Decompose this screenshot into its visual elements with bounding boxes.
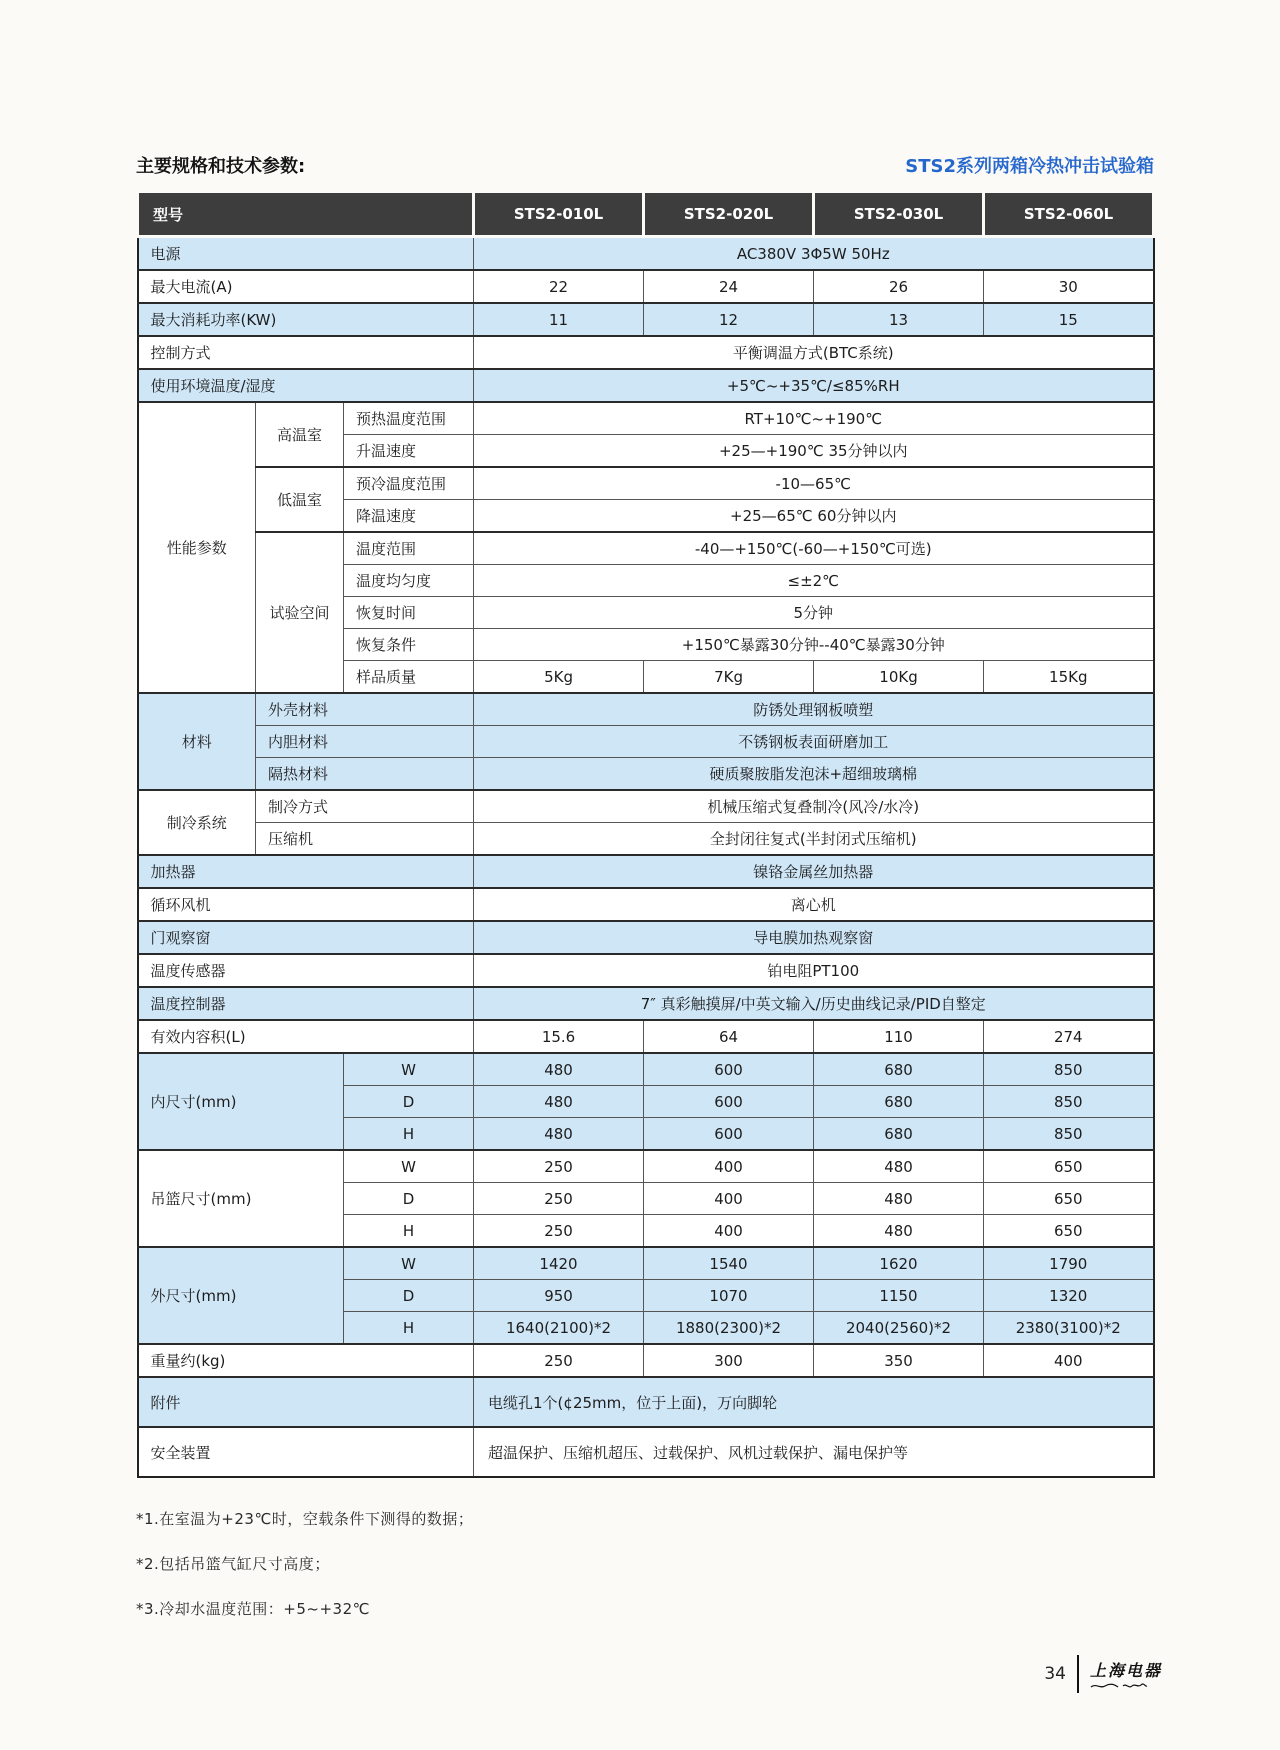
cell-value: 600: [644, 1118, 814, 1151]
series-title: STS2系列两箱冷热冲击试验箱: [905, 156, 1154, 177]
row-label: 加热器: [138, 855, 474, 888]
col-header-sts2-010l: STS2-010L: [474, 192, 644, 237]
cell-value: 26: [814, 270, 984, 303]
row-material-shell: [138, 693, 1154, 726]
cell-value: 250: [474, 1150, 644, 1183]
subgroup-label-high-temp: 高温室: [256, 402, 344, 467]
cell-value: 离心机: [474, 888, 1154, 921]
row-heater: [138, 855, 1154, 888]
row-material-liner: [138, 726, 1154, 758]
cell-value: 5Kg: [474, 661, 644, 694]
cell-value: 650: [984, 1150, 1154, 1183]
row-label: 温度传感器: [138, 954, 474, 987]
subgroup-label-test-space: 试验空间: [256, 532, 344, 693]
row-sensor: [138, 954, 1154, 987]
cell-value: 超温保护、压缩机超压、过载保护、风机过载保护、漏电保护等: [474, 1427, 1154, 1477]
sub-label: 温度范围: [344, 532, 474, 565]
cell-value: 300: [644, 1344, 814, 1377]
cell-value: 680: [814, 1086, 984, 1118]
row-accessories: [138, 1377, 1154, 1427]
sub-label: 温度均匀度: [344, 565, 474, 597]
row-header: [138, 192, 1154, 237]
group-label-outer-size: 外尺寸(mm): [138, 1247, 344, 1344]
footnote-1: *1.在室温为+23℃时，空载条件下测得的数据；: [136, 1510, 474, 1528]
sub-label: 内胆材料: [256, 726, 474, 758]
cell-value: 12: [644, 303, 814, 336]
group-label-basket-size: 吊篮尺寸(mm): [138, 1150, 344, 1247]
cell-value: 1620: [814, 1247, 984, 1280]
section-title: 主要规格和技术参数:: [136, 156, 306, 177]
sub-label: 制冷方式: [256, 790, 474, 823]
cell-value: 600: [644, 1053, 814, 1086]
sub-label: 外壳材料: [256, 693, 474, 726]
cell-value: 274: [984, 1020, 1154, 1053]
cell-value: 7Kg: [644, 661, 814, 694]
cell-value: 2040(2560)*2: [814, 1312, 984, 1345]
dim-label: H: [344, 1215, 474, 1248]
cell-value: 1540: [644, 1247, 814, 1280]
cell-value: 400: [644, 1215, 814, 1248]
cell-value: 480: [474, 1118, 644, 1151]
cell-value: 15Kg: [984, 661, 1154, 694]
cell-value: AC380V 3Φ5W 50Hz: [474, 237, 1154, 271]
cell-value: 平衡调温方式(BTC系统): [474, 336, 1154, 369]
cell-value: 850: [984, 1086, 1154, 1118]
row-label: 有效内容积(L): [138, 1020, 474, 1053]
cell-value: 全封闭往复式(半封闭式压缩机): [474, 823, 1154, 856]
group-label-performance: 性能参数: [138, 402, 256, 693]
row-label: 使用环境温度/湿度: [138, 369, 474, 402]
page-content: [136, 152, 1154, 1643]
row-controller: [138, 987, 1154, 1020]
cell-value: 1070: [644, 1280, 814, 1312]
cell-value: 250: [474, 1215, 644, 1248]
cell-value: 400: [644, 1183, 814, 1215]
row-label: 重量约(kg): [138, 1344, 474, 1377]
footnote-2: *2.包括吊篮气缸尺寸高度；: [136, 1555, 330, 1573]
cell-value: 950: [474, 1280, 644, 1312]
cell-value: 11: [474, 303, 644, 336]
cell-value: 680: [814, 1118, 984, 1151]
row-perf-preheat-range: [138, 402, 1154, 435]
cell-value: 15.6: [474, 1020, 644, 1053]
dim-label: W: [344, 1247, 474, 1280]
row-label: 附件: [138, 1377, 474, 1427]
group-label-inner-size: 内尺寸(mm): [138, 1053, 344, 1150]
cell-value: 480: [474, 1053, 644, 1086]
cell-value: 24: [644, 270, 814, 303]
spec-table: [136, 190, 1155, 1478]
col-header-sts2-020l: STS2-020L: [644, 192, 814, 237]
dim-label: D: [344, 1183, 474, 1215]
cell-value: 400: [644, 1150, 814, 1183]
row-max-current: [138, 270, 1154, 303]
row-label: 控制方式: [138, 336, 474, 369]
row-label: 循环风机: [138, 888, 474, 921]
cell-value: 不锈钢板表面研磨加工: [474, 726, 1154, 758]
row-safety: [138, 1427, 1154, 1477]
title-bar: [136, 152, 1154, 178]
row-refrigeration-mode: [138, 790, 1154, 823]
row-perf-precool-range: [138, 467, 1154, 500]
cell-value: 250: [474, 1344, 644, 1377]
row-label: 最大消耗功率(KW): [138, 303, 474, 336]
cell-value: 480: [474, 1086, 644, 1118]
cell-value: 1420: [474, 1247, 644, 1280]
cell-value: 600: [644, 1086, 814, 1118]
cell-value: 480: [814, 1215, 984, 1248]
cell-value: 400: [984, 1344, 1154, 1377]
cell-value: ≤±2℃: [474, 565, 1154, 597]
dim-label: H: [344, 1118, 474, 1151]
cell-value: 850: [984, 1118, 1154, 1151]
brand-logo: [1090, 1658, 1162, 1690]
dim-label: W: [344, 1053, 474, 1086]
cell-value: 13: [814, 303, 984, 336]
cell-value: 15: [984, 303, 1154, 336]
cell-value: 22: [474, 270, 644, 303]
sub-label: 隔热材料: [256, 758, 474, 791]
sub-label: 恢复条件: [344, 629, 474, 661]
cell-value: 1880(2300)*2: [644, 1312, 814, 1345]
page-number: 34: [1044, 1664, 1066, 1684]
cell-value: 1640(2100)*2: [474, 1312, 644, 1345]
cell-value: 导电膜加热观察窗: [474, 921, 1154, 954]
sub-label: 压缩机: [256, 823, 474, 856]
cell-value: -10—65℃: [474, 467, 1154, 500]
group-label-refrigeration: 制冷系统: [138, 790, 256, 855]
cell-value: +150℃暴露30分钟--40℃暴露30分钟: [474, 629, 1154, 661]
dim-label: H: [344, 1312, 474, 1345]
sub-label: 降温速度: [344, 500, 474, 533]
cell-value: 250: [474, 1183, 644, 1215]
cell-value: 64: [644, 1020, 814, 1053]
row-label: 安全装置: [138, 1427, 474, 1477]
cell-value: RT+10℃~+190℃: [474, 402, 1154, 435]
cell-value: +25—65℃ 60分钟以内: [474, 500, 1154, 533]
col-header-model: 型号: [138, 192, 474, 237]
sub-label: 升温速度: [344, 435, 474, 468]
row-weight: [138, 1344, 1154, 1377]
cell-value: 5分钟: [474, 597, 1154, 629]
row-power: [138, 237, 1154, 271]
brand-name: 上海电器: [1089, 1661, 1162, 1680]
cell-value: 110: [814, 1020, 984, 1053]
footer-divider: [1077, 1655, 1079, 1693]
sub-label: 样品质量: [344, 661, 474, 694]
row-control: [138, 336, 1154, 369]
row-basket-w: [138, 1150, 1154, 1183]
row-volume: [138, 1020, 1154, 1053]
cell-value: 1320: [984, 1280, 1154, 1312]
cell-value: 680: [814, 1053, 984, 1086]
row-fan: [138, 888, 1154, 921]
footnotes: [136, 1508, 1154, 1619]
cell-value: 铂电阻PT100: [474, 954, 1154, 987]
row-compressor: [138, 823, 1154, 856]
cell-value: 350: [814, 1344, 984, 1377]
cell-value: 1790: [984, 1247, 1154, 1280]
row-outer-w: [138, 1247, 1154, 1280]
cell-value: 7″ 真彩触摸屏/中英文输入/历史曲线记录/PID自整定: [474, 987, 1154, 1020]
row-inner-w: [138, 1053, 1154, 1086]
group-label-material: 材料: [138, 693, 256, 790]
dim-label: W: [344, 1150, 474, 1183]
cell-value: 电缆孔1个(¢25mm，位于上面)，万向脚轮: [474, 1377, 1154, 1427]
brand-signature-squiggle: [1090, 1682, 1148, 1690]
cell-value: 镍铬金属丝加热器: [474, 855, 1154, 888]
cell-value: 480: [814, 1150, 984, 1183]
row-label: 最大电流(A): [138, 270, 474, 303]
cell-value: 1150: [814, 1280, 984, 1312]
sub-label: 预冷温度范围: [344, 467, 474, 500]
row-label: 温度控制器: [138, 987, 474, 1020]
footnote-3: *3.冷却水温度范围：+5~+32℃: [136, 1600, 370, 1618]
row-max-power: [138, 303, 1154, 336]
cell-value: 10Kg: [814, 661, 984, 694]
row-perf-temp-range: [138, 532, 1154, 565]
cell-value: +25—+190℃ 35分钟以内: [474, 435, 1154, 468]
cell-value: 30: [984, 270, 1154, 303]
cell-value: 机械压缩式复叠制冷(风冷/水冷): [474, 790, 1154, 823]
sub-label: 恢复时间: [344, 597, 474, 629]
page-footer: [1044, 1655, 1162, 1693]
col-header-sts2-030l: STS2-030L: [814, 192, 984, 237]
cell-value: 硬质聚胺脂发泡沫+超细玻璃棉: [474, 758, 1154, 791]
cell-value: 650: [984, 1183, 1154, 1215]
row-ambient: [138, 369, 1154, 402]
cell-value: -40—+150℃(-60—+150℃可选): [474, 532, 1154, 565]
row-label: 电源: [138, 237, 474, 271]
cell-value: +5℃~+35℃/≤85%RH: [474, 369, 1154, 402]
row-window: [138, 921, 1154, 954]
col-header-sts2-060l: STS2-060L: [984, 192, 1154, 237]
cell-value: 650: [984, 1215, 1154, 1248]
dim-label: D: [344, 1280, 474, 1312]
cell-value: 2380(3100)*2: [984, 1312, 1154, 1345]
cell-value: 850: [984, 1053, 1154, 1086]
dim-label: D: [344, 1086, 474, 1118]
subgroup-label-low-temp: 低温室: [256, 467, 344, 532]
sub-label: 预热温度范围: [344, 402, 474, 435]
row-material-insulation: [138, 758, 1154, 791]
cell-value: 480: [814, 1183, 984, 1215]
row-label: 门观察窗: [138, 921, 474, 954]
cell-value: 防锈处理钢板喷塑: [474, 693, 1154, 726]
